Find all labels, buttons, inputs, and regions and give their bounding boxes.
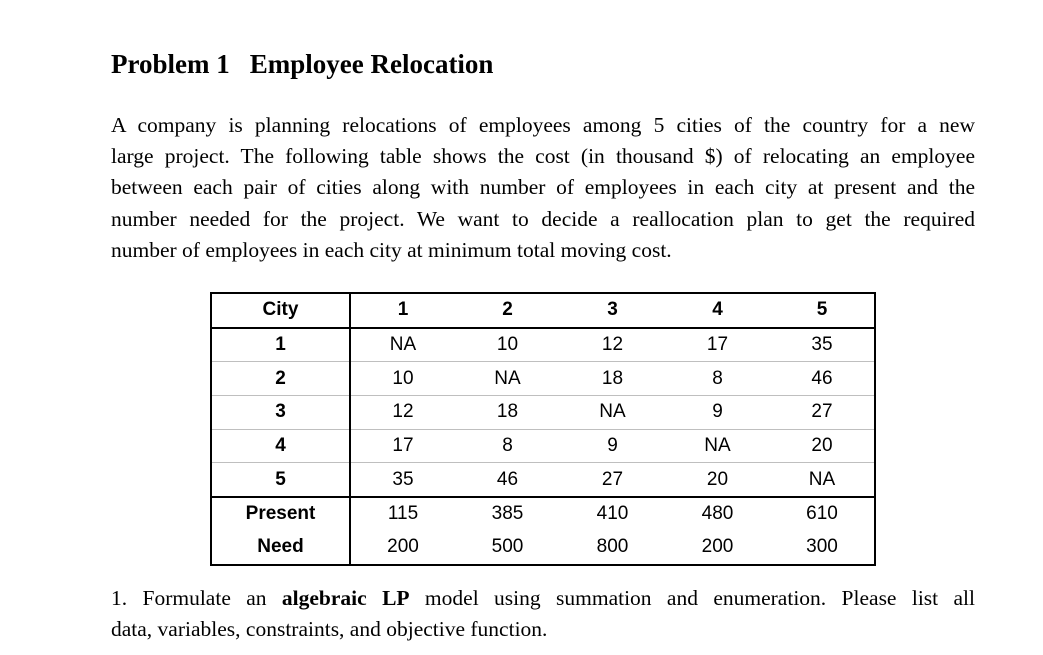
row-label-need: Need <box>211 531 350 565</box>
table-cell: NA <box>560 396 665 430</box>
table-row <box>211 429 875 463</box>
question-bold-lp: LP <box>382 586 410 610</box>
table-row <box>211 362 875 396</box>
table-cell: 46 <box>770 362 875 396</box>
need-row <box>211 531 875 565</box>
table-cell: 46 <box>496 468 519 490</box>
table-cell: 27 <box>601 468 624 490</box>
header-cell: 1 <box>350 293 455 328</box>
table-cell: 10 <box>455 328 560 362</box>
table-cell: 610 <box>770 497 875 531</box>
table-cell: 35 <box>770 328 875 362</box>
present-row <box>211 497 875 531</box>
question-text-part: 1. Formulate an <box>111 586 282 610</box>
table-cell: 800 <box>596 536 629 558</box>
question-text-space <box>367 586 382 610</box>
table-cell: 410 <box>560 497 665 531</box>
table-header-row <box>211 293 875 328</box>
header-cell: 3 <box>560 293 665 328</box>
table-cell: NA <box>770 463 875 497</box>
header-cell-city: City <box>211 293 350 328</box>
row-label: 3 <box>211 396 350 430</box>
table-row <box>211 328 875 362</box>
table-cell: 115 <box>350 497 455 531</box>
question-bold-algebraic: algebraic <box>281 586 367 610</box>
table-cell: 18 <box>455 396 560 430</box>
table-cell: 17 <box>665 328 770 362</box>
intro-line: number of employees in each city at minimum total moving cost. <box>111 237 672 262</box>
table-cell: NA <box>455 362 560 396</box>
question-line <box>111 583 975 614</box>
table-cell: 20 <box>706 468 729 490</box>
problem-title: Employee Relocation <box>249 49 494 79</box>
row-label-present: Present <box>211 497 350 531</box>
table-cell: NA <box>350 328 455 362</box>
table-row <box>211 463 875 497</box>
table-cell: 300 <box>770 531 875 565</box>
problem-label: Problem 1 <box>111 49 230 79</box>
table-cell: 12 <box>350 396 455 430</box>
row-label: 2 <box>211 362 350 396</box>
table-cell: 35 <box>392 468 414 490</box>
table-cell: 20 <box>770 429 875 463</box>
header-cell: 2 <box>455 293 560 328</box>
table-cell: 27 <box>770 396 875 430</box>
intro-line: A company is planning relocations of employees among 5 cities of the country for a new <box>111 113 975 137</box>
table-cell: 9 <box>560 429 665 463</box>
row-label: 4 <box>211 429 350 463</box>
intro-line: between each pair of cities along with number of employees in each city at present and the <box>111 175 975 200</box>
table-row <box>211 396 875 430</box>
table-cell: 200 <box>387 536 419 558</box>
table-cell: 17 <box>350 429 455 463</box>
table-cell: 200 <box>701 536 734 558</box>
intro-line: large project. The following table shows the cost (in thousand $) of relocating an employee <box>111 144 975 169</box>
table-cell: 9 <box>665 396 770 430</box>
table-cell: 8 <box>455 429 560 463</box>
table-cell: NA <box>665 429 770 463</box>
table-cell: 500 <box>491 536 524 558</box>
question-line: data, variables, constraints, and objective function. <box>111 617 548 642</box>
question-text-part: model using summation and enumeration. Please list all <box>409 586 975 610</box>
table-cell: 480 <box>665 497 770 531</box>
table-cell: 10 <box>350 362 455 396</box>
row-label: 5 <box>211 463 350 497</box>
header-cell: 5 <box>770 293 875 328</box>
table-cell: 385 <box>455 497 560 531</box>
intro-line: number needed for the project. We want to decide a reallocation plan to get the required <box>111 206 975 231</box>
intro-paragraph <box>111 110 975 266</box>
problem-heading <box>111 49 493 80</box>
table-cell: 18 <box>560 362 665 396</box>
header-cell: 4 <box>665 293 770 328</box>
question-text <box>111 583 975 645</box>
row-label: 1 <box>211 328 350 362</box>
relocation-cost-table <box>210 292 876 566</box>
table-cell: 8 <box>665 362 770 396</box>
table-cell: 12 <box>560 328 665 362</box>
